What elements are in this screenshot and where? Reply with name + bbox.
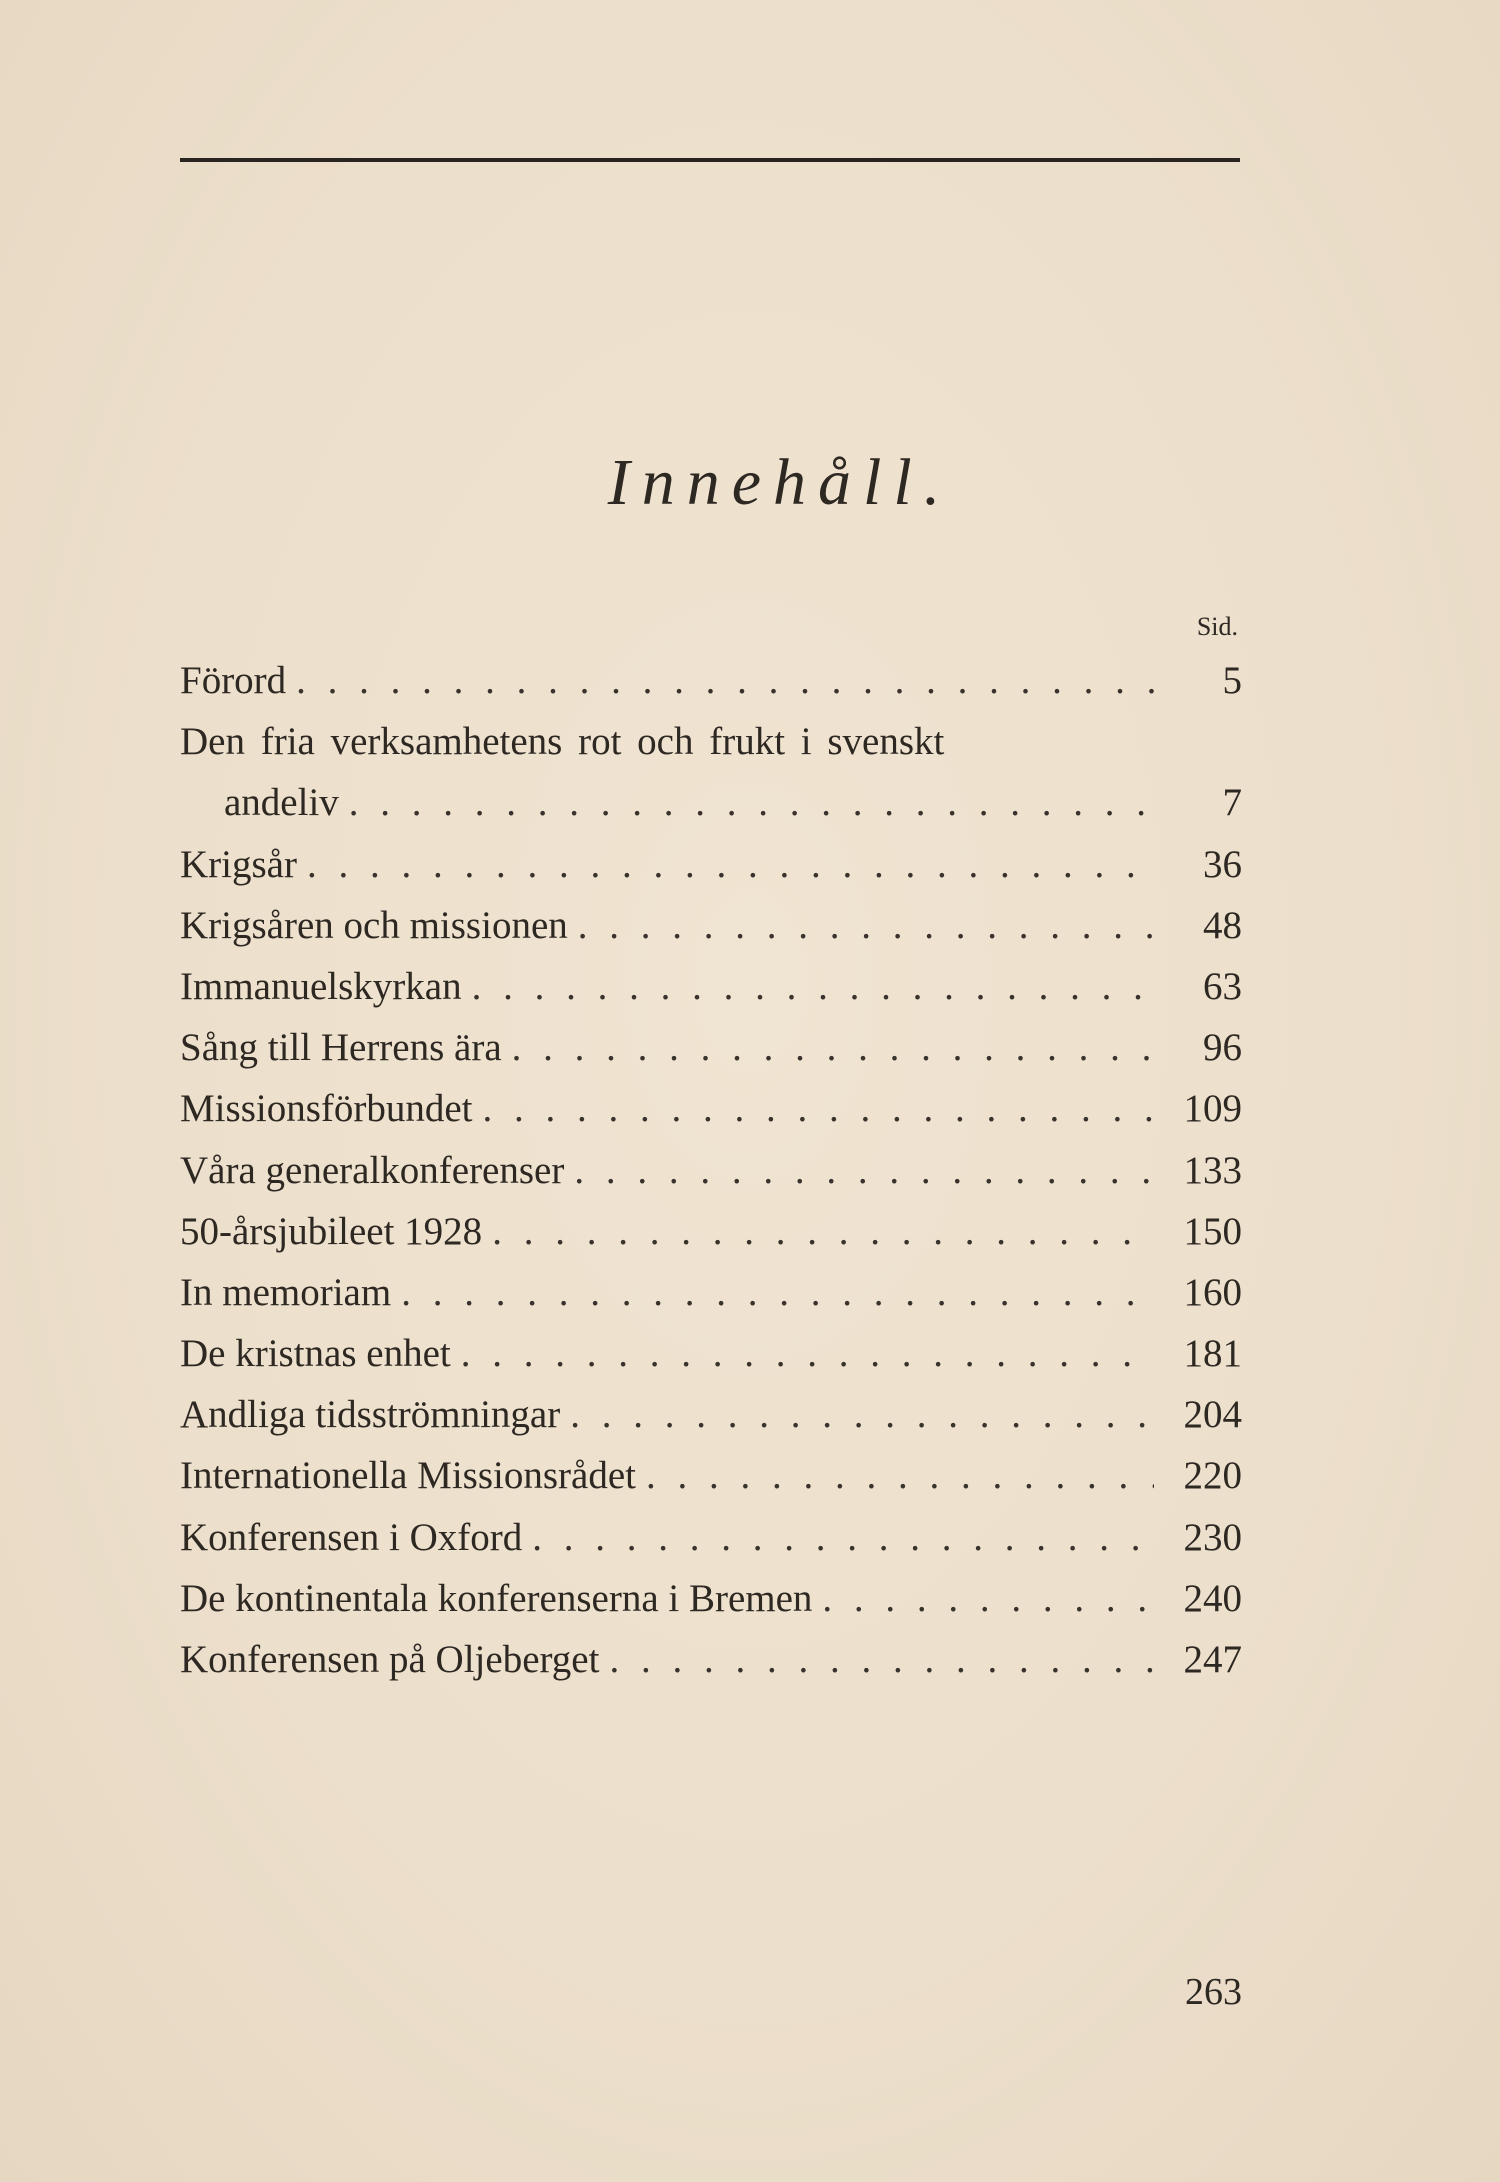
- toc-entry-page: 230: [1183, 1515, 1242, 1559]
- toc-entry: [180, 1384, 1242, 1445]
- toc-entry: [180, 650, 1242, 711]
- toc-entry-title: De kontinentala konferenserna i Bremen: [180, 1576, 813, 1620]
- toc-entry-page: 109: [1183, 1087, 1242, 1131]
- toc-entry-page: 220: [1183, 1454, 1242, 1498]
- toc-entry-title: 50-årsjubileet 1928: [180, 1209, 483, 1253]
- toc-entry-title: Krigsåren och missionen: [180, 903, 568, 947]
- toc-entry-page: 36: [1203, 842, 1242, 886]
- toc-entry-page: 240: [1183, 1576, 1242, 1620]
- dot-leader: [532, 1507, 1154, 1568]
- toc-entry-title: Konferensen på Oljeberget: [180, 1638, 600, 1681]
- toc-entry-title: Missionsförbundet: [180, 1087, 473, 1131]
- toc-entry-page: 150: [1183, 1209, 1242, 1253]
- toc-entry: [180, 711, 1242, 772]
- dot-leader: [574, 1140, 1154, 1201]
- toc-entry: [180, 1629, 1242, 1690]
- dot-leader: [512, 1017, 1154, 1078]
- top-rule: [180, 158, 1240, 162]
- toc-entry: [180, 1140, 1242, 1201]
- toc-entry: [180, 1201, 1242, 1262]
- toc-entry: [180, 1017, 1242, 1078]
- toc-entry-page: 96: [1203, 1026, 1242, 1070]
- page-number: 263: [1185, 1971, 1242, 2013]
- dot-leader: [822, 1568, 1154, 1629]
- dot-leader: [483, 1078, 1155, 1139]
- toc-entry: [180, 772, 1242, 833]
- toc-entry-title: Förord: [180, 659, 287, 702]
- toc-entry-page: 5: [1222, 659, 1242, 702]
- toc-entry-title: Konferensen i Oxford: [180, 1515, 523, 1559]
- toc-entry: [180, 1323, 1242, 1384]
- toc-entry-title: Internationella Missionsrådet: [180, 1454, 636, 1498]
- toc-entry-page: 204: [1183, 1393, 1242, 1437]
- toc-entry-title: Den fria verksamhetens rot och frukt i svenskt: [180, 720, 945, 764]
- dot-leader: [578, 895, 1154, 956]
- toc-entry-title: De kristnas enhet: [180, 1332, 451, 1376]
- toc-entry-title: In memoriam: [180, 1270, 392, 1314]
- toc-entry-page: 133: [1183, 1148, 1242, 1192]
- toc-entry-title: Sång till Herrens ära: [180, 1026, 502, 1070]
- toc-entry-page: 63: [1203, 964, 1242, 1008]
- dot-leader: [349, 772, 1154, 833]
- toc-entry-title: Andliga tidsströmningar: [180, 1393, 561, 1437]
- toc-entry-page: 247: [1183, 1638, 1242, 1681]
- toc-entry: [180, 1445, 1242, 1506]
- toc-entry: [180, 895, 1242, 956]
- dot-leader: [307, 834, 1154, 895]
- dot-leader: [492, 1201, 1154, 1262]
- dot-leader: [472, 956, 1154, 1017]
- dot-leader: [609, 1629, 1154, 1690]
- toc-entry-page: 181: [1183, 1332, 1242, 1376]
- table-of-contents: [180, 650, 1242, 1690]
- toc-entry-title: Immanuelskyrkan: [180, 964, 462, 1008]
- toc-entry: [180, 1507, 1242, 1568]
- toc-entry: [180, 834, 1242, 895]
- toc-entry-page: 7: [1222, 781, 1242, 825]
- toc-entry: [180, 1078, 1242, 1139]
- toc-entry-page: 160: [1183, 1270, 1242, 1314]
- dot-leader: [570, 1384, 1154, 1445]
- toc-entry-page: 48: [1203, 903, 1242, 947]
- dot-leader: [646, 1445, 1154, 1506]
- toc-entry: [180, 956, 1242, 1017]
- dot-leader: [461, 1323, 1154, 1384]
- dot-leader: [401, 1262, 1154, 1323]
- page-title: Innehåll.: [607, 446, 953, 519]
- dot-leader: [296, 650, 1154, 711]
- toc-entry: [180, 1568, 1242, 1629]
- toc-entry-title: andeliv: [224, 781, 339, 825]
- toc-entry-title: Våra generalkonferenser: [180, 1148, 565, 1192]
- toc-entry-title: Krigsår: [180, 842, 297, 886]
- toc-entry: [180, 1262, 1242, 1323]
- page-column-header: Sid.: [1196, 612, 1238, 641]
